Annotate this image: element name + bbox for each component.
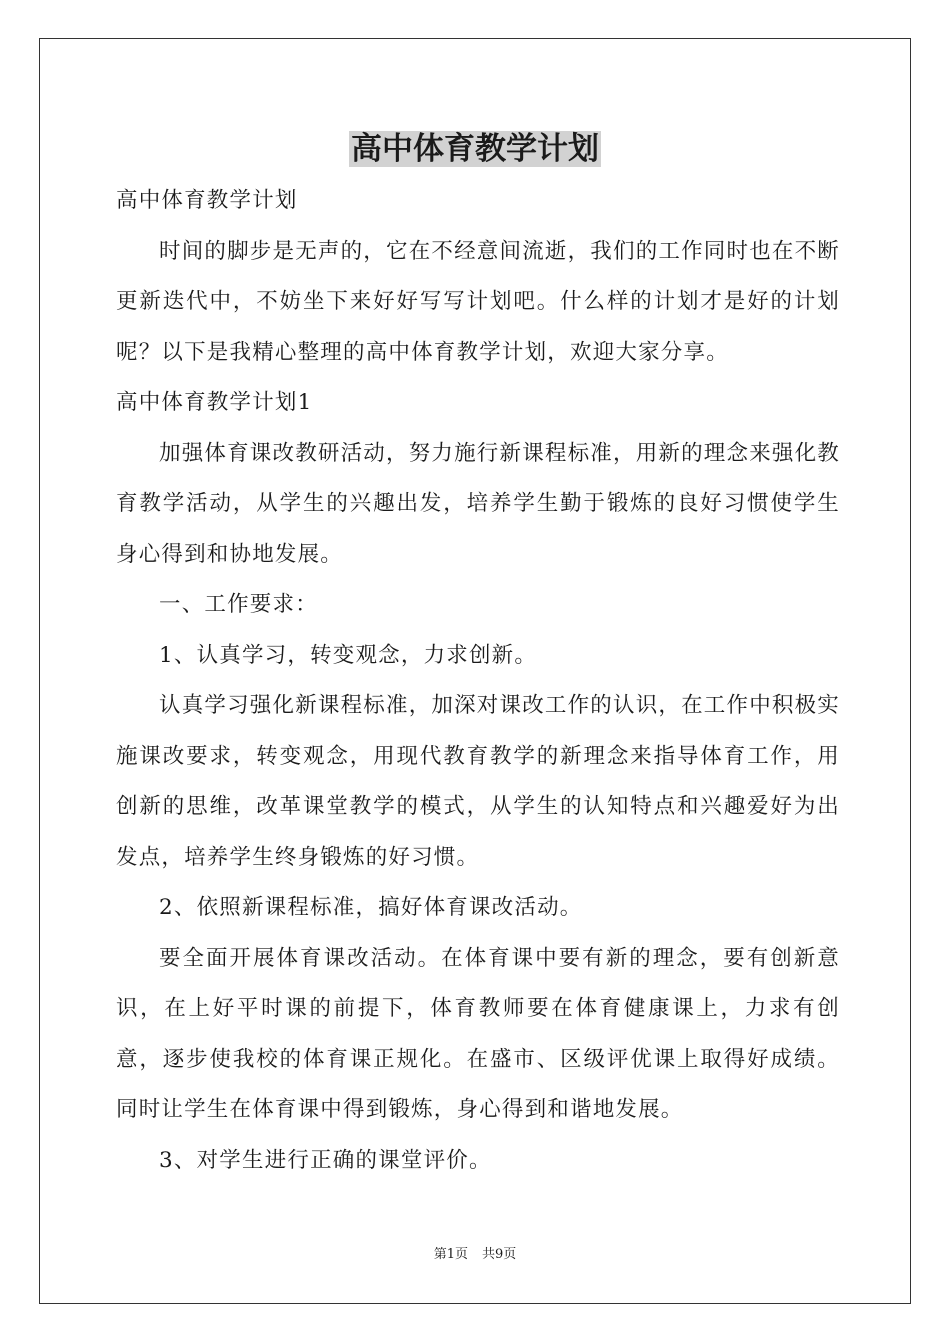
body-paragraph: 3、对学生进行正确的课堂评价。 bbox=[159, 1147, 492, 1173]
body-paragraph: 加强体育课改教研活动，努力施行新课程标准，用新的理念来强化教育教学活动，从学生的兴趣出发，培养学生勤于锻炼的良好习惯使学生身心得到和协地发展。 bbox=[116, 440, 841, 567]
body-paragraph: 认真学习强化新课程标准，加深对课改工作的认识，在工作中积极实施课改要求，转变观念，用现代教育教学的新理念来指导体育工作，用创新的思维，改革课堂教学的模式，从学生的认知特点和兴趣爱好为出发点，培养学生终身锻炼的好习惯。 bbox=[116, 693, 841, 870]
body-paragraph: 一、工作要求： bbox=[159, 592, 318, 617]
page-footer bbox=[0, 1246, 950, 1264]
body-paragraph: 2、依照新课程标准，搞好体育课改活动。 bbox=[159, 895, 583, 920]
page-number-total: 共9页 bbox=[482, 1247, 517, 1262]
document-body bbox=[116, 176, 840, 1186]
body-paragraph: 高中体育教学计划 bbox=[116, 188, 298, 213]
page-number-current: 第1页 bbox=[433, 1247, 468, 1262]
document-title-text: 高中体育教学计划 bbox=[351, 131, 599, 167]
body-paragraph: 要全面开展体育课改活动。在体育课中要有新的理念，要有创新意识，在上好平时课的前提下，体育教师要在体育健康课上，力求有创意，逐步使我校的体育课正规化。在盛市、区级评优课上取得好成绩。同时让学生在体育课中得到锻炼，身心得到和谐地发展。 bbox=[116, 945, 840, 1122]
body-paragraph: 时间的脚步是无声的，它在不经意间流逝，我们的工作同时也在不断更新迭代中，不妨坐下来好好写写计划吧。什么样的计划才是好的计划呢？以下是我精心整理的高中体育教学计划，欢迎大家分享。 bbox=[116, 238, 841, 365]
body-paragraph: 高中体育教学计划1 bbox=[116, 390, 313, 415]
body-paragraph: 1、认真学习，转变观念，力求创新。 bbox=[159, 642, 538, 668]
document-title bbox=[0, 127, 950, 171]
